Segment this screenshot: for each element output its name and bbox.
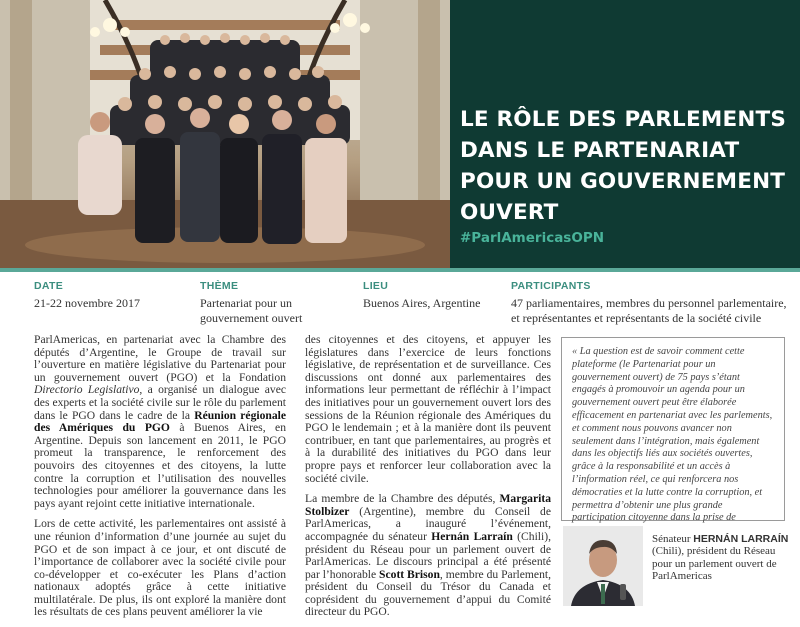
body-text: (Chili), président du Réseau pour un parlement ouvert de ParlAmericas. Le discours principal a été présenté par l’honorable bbox=[305, 529, 551, 581]
body-text: à Buenos Aires, en Argentine. Depuis son lancement en 2011, le PGO promeut la transparence, le renforcement des pouvoirs des citoyennes et des citoyens, la lutte contre la corruption et l’utilisation des nouvelles technologies pour améliorer la gouvernance dans les pays ayant rejoint cette initiative internationale. bbox=[34, 421, 286, 510]
info-lieu bbox=[363, 280, 503, 311]
lieu-label: LIEU bbox=[363, 280, 389, 292]
speaker-portrait-illustration bbox=[563, 526, 643, 606]
lieu-value: Buenos Aires, Argentine bbox=[363, 296, 481, 310]
participants-value: 47 parliamentaires, membres du personnel parlementaire, et représentantes et représentants de la société civile bbox=[511, 296, 787, 325]
theme-label: THÈME bbox=[200, 280, 239, 292]
body-text: (Argentine), membre du Conseil de ParlAmericas, a inauguré l’événement, accompagnée du sénateur bbox=[305, 504, 551, 543]
theme-value: Partenariat pour un gouvernement ouvert bbox=[200, 296, 303, 325]
info-theme bbox=[200, 280, 335, 326]
info-date bbox=[34, 280, 174, 311]
body-column-1 bbox=[34, 334, 286, 627]
speaker-portrait bbox=[563, 526, 643, 606]
body-text: ParlAmericas, en partenariat avec la Chambre des députés d’Argentine, le Groupe de travail sur l’ouverture en matière législative du Partenariat pour un gouvernement ouvert (PGO) et la Fondation bbox=[34, 333, 286, 384]
title-line-4: OUVERT bbox=[460, 200, 559, 225]
person-name: Scott Brison bbox=[379, 567, 440, 581]
title-line-3: POUR UN GOUVERNEMENT bbox=[460, 169, 786, 194]
caption-text: (Chili), président du Réseau pour un parlement ouvert de ParlAmericas bbox=[652, 545, 777, 583]
person-name: Margarita Stolbizer bbox=[305, 492, 551, 518]
info-participants bbox=[511, 280, 791, 326]
body-paragraph-2: Lors de cette activité, les parlementaires ont assisté à une réunion d’information d’une journée au sujet du PGO et de son impact à ce jour, et ont discuté de l’importance de collaborer avec la société civile pour co-développer et co-exécuter les Plans d’action nationaux adoptés grâce à cette initiative multilatérale. De plus, ils ont exploré la manière dont les résultats de ces plans peuvent améliorer la vie bbox=[34, 517, 286, 619]
body-bold: Réunion régionale des Amériques du PGO bbox=[34, 408, 286, 435]
body-text: , membre du Parlement, président du Conseil du Trésor du Canada et coprésident du gouvernement d’appui du Comité directeur du PGO. bbox=[305, 567, 551, 619]
page-title bbox=[460, 104, 790, 228]
quote-text: « La question est de savoir comment cette plateforme (le Partenariat pour un gouvernement ouvert) de 75 pays s’étant engagés à promouvoir un agenda pour un gouvernement ouvert peut être élaborée efficacement en partenariat avec les parlements, et comment nous pouvons avancer non seulement dans l’intégration, mais également dans les objectifs liés aux sociétés ouvertes, grâce à la responsabilité et un accès à l’information réel, ce qui renforcera nos démocraties et la lutte contre la corruption, et permettra d’obtenir une plus grande participation citoyenne dans la prise de bbox=[572, 346, 773, 524]
body-text: La membre de la Chambre des députés, bbox=[305, 492, 500, 506]
body-italic: Directorio Legislativo bbox=[34, 383, 140, 397]
title-panel bbox=[450, 0, 800, 268]
hashtag: #ParlAmericasOPN bbox=[460, 230, 605, 246]
group-photo bbox=[0, 0, 450, 268]
divider bbox=[0, 268, 800, 272]
body-text: , a organisé un dialogue avec des experts et la société civile sur le rôle du parlement dans le PGO dans le cadre de la bbox=[34, 383, 286, 422]
quote-box bbox=[561, 337, 785, 524]
speaker-name: HERNÁN LARRAÍN bbox=[693, 533, 789, 545]
participants-label: PARTICIPANTS bbox=[511, 280, 591, 292]
speaker-caption bbox=[652, 533, 792, 583]
body-paragraph-4 bbox=[305, 493, 551, 619]
body-column-2 bbox=[305, 334, 551, 627]
body-paragraph-1 bbox=[34, 334, 286, 510]
caption-text: Sénateur bbox=[652, 533, 694, 545]
date-label: DATE bbox=[34, 280, 64, 292]
title-line-2: DANS LE PARTENARIAT bbox=[460, 138, 740, 163]
title-line-1: LE RÔLE DES PARLEMENTS bbox=[460, 107, 787, 132]
person-name: Hernán Larraín bbox=[431, 529, 513, 543]
body-paragraph-3: des citoyennes et des citoyens, et appuyer les législatures dans l’exercice de leurs fonctions législative, de représentation et de surveillance. Ces discussions ont donné aux parlementaires des informations leur permettant de réfléchir à l’impact des initiatives pour un gouvernement ouvert lors des sessions de la Réunion régionale des Amériques du PGO le lendemain ; et à la manière dont ils peuvent contribuer, en tant que parlementaires, au progrès et à la durabilité des initiatives du PGO dans leur propre pays et renforcer leur collaboration avec la société civile. bbox=[305, 333, 551, 485]
date-value: 21-22 novembre 2017 bbox=[34, 296, 140, 310]
group-photo-illustration bbox=[0, 0, 450, 268]
